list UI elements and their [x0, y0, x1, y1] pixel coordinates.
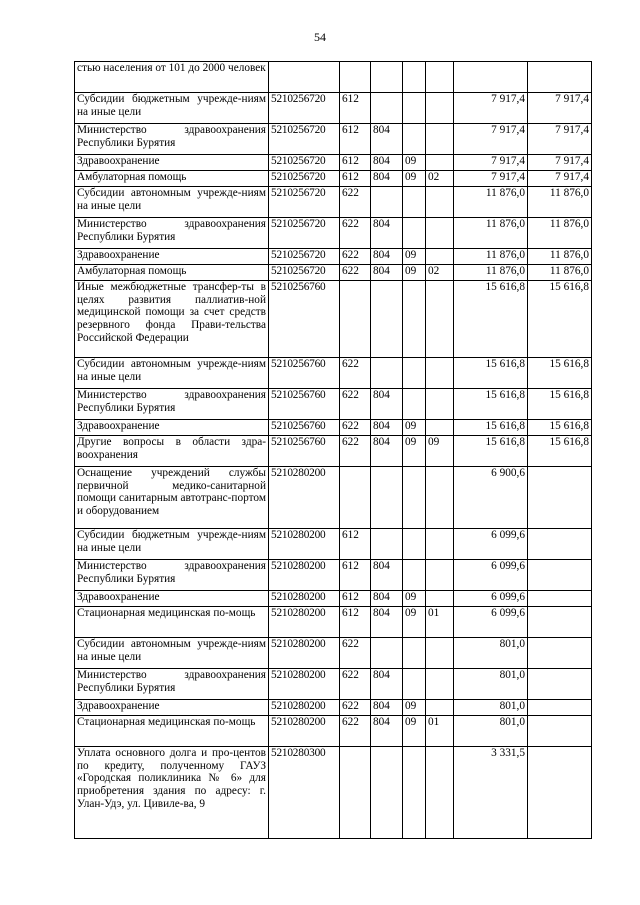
amount-year-1: 6 099,6	[454, 529, 528, 560]
section-code	[403, 638, 426, 669]
ministry-code: 804	[371, 171, 403, 187]
ministry-code: 804	[371, 607, 403, 638]
row-name: Другие вопросы в области здра-воохранения	[75, 436, 269, 467]
ministry-code	[371, 93, 403, 124]
section-code	[403, 467, 426, 529]
ministry-code: 804	[371, 265, 403, 281]
row-name: Субсидии автономным учрежде-ниям на иные цели	[75, 187, 269, 218]
ministry-code	[371, 187, 403, 218]
amount-year-2: 7 917,4	[528, 171, 592, 187]
subsection-code: 01	[426, 607, 454, 638]
subsection-code	[426, 249, 454, 265]
ministry-code	[371, 638, 403, 669]
section-code	[403, 218, 426, 249]
table-row	[75, 265, 592, 281]
amount-year-1: 801,0	[454, 638, 528, 669]
amount-year-2	[528, 467, 592, 529]
target-article-code: 5210256720	[269, 93, 340, 124]
subsection-code	[426, 529, 454, 560]
section-code	[403, 389, 426, 420]
table-row	[75, 420, 592, 436]
section-code: 09	[403, 420, 426, 436]
subsection-code	[426, 669, 454, 700]
amount-year-2	[528, 607, 592, 638]
target-article-code: 5210256760	[269, 358, 340, 389]
amount-year-2	[528, 638, 592, 669]
amount-year-2	[528, 560, 592, 591]
target-article-code: 5210256720	[269, 218, 340, 249]
section-code: 09	[403, 607, 426, 638]
subsection-code	[426, 591, 454, 607]
amount-year-2: 15 616,8	[528, 436, 592, 467]
amount-year-1: 15 616,8	[454, 436, 528, 467]
table-row	[75, 155, 592, 171]
row-name: Иные межбюджетные трансфер-ты в целях развития паллиатив-ной медицинской помощи за счет средств резервного фонда Прави-тельства Российской Федерации	[75, 281, 269, 358]
amount-year-2: 15 616,8	[528, 281, 592, 358]
section-code	[403, 281, 426, 358]
expense-type	[340, 281, 371, 358]
ministry-code	[371, 747, 403, 839]
ministry-code	[371, 358, 403, 389]
section-code	[403, 93, 426, 124]
table-row	[75, 171, 592, 187]
row-name: Стационарная медицинская по-мощь	[75, 607, 269, 638]
target-article-code: 5210256720	[269, 265, 340, 281]
table-row	[75, 467, 592, 529]
section-code: 09	[403, 716, 426, 747]
amount-year-2: 15 616,8	[528, 358, 592, 389]
row-name: Субсидии автономным учрежде-ниям на иные цели	[75, 638, 269, 669]
amount-year-2: 7 917,4	[528, 124, 592, 155]
subsection-code	[426, 560, 454, 591]
target-article-code: 5210280200	[269, 607, 340, 638]
subsection-code: 02	[426, 265, 454, 281]
table-row	[75, 187, 592, 218]
amount-year-1: 11 876,0	[454, 265, 528, 281]
table-row	[75, 638, 592, 669]
target-article-code: 5210256720	[269, 171, 340, 187]
target-article-code: 5210256720	[269, 187, 340, 218]
ministry-code: 804	[371, 124, 403, 155]
expense-type: 622	[340, 249, 371, 265]
section-code: 09	[403, 591, 426, 607]
amount-year-1: 7 917,4	[454, 171, 528, 187]
subsection-code: 01	[426, 716, 454, 747]
subsection-code	[426, 358, 454, 389]
amount-year-1: 11 876,0	[454, 218, 528, 249]
row-name: Амбулаторная помощь	[75, 171, 269, 187]
subsection-code	[426, 700, 454, 716]
table-row	[75, 747, 592, 839]
row-name: Здравоохранение	[75, 700, 269, 716]
ministry-code: 804	[371, 591, 403, 607]
target-article-code: 5210256760	[269, 420, 340, 436]
amount-year-1: 801,0	[454, 700, 528, 716]
ministry-code	[371, 467, 403, 529]
amount-year-2	[528, 669, 592, 700]
table-row	[75, 436, 592, 467]
amount-year-1: 15 616,8	[454, 389, 528, 420]
table-row	[75, 669, 592, 700]
ministry-code: 804	[371, 669, 403, 700]
section-code: 09	[403, 700, 426, 716]
section-code	[403, 358, 426, 389]
table-row	[75, 389, 592, 420]
row-name: Здравоохранение	[75, 249, 269, 265]
amount-year-1: 6 099,6	[454, 560, 528, 591]
subsection-code	[426, 218, 454, 249]
row-name: Министерство здравоохранения Республики Бурятия	[75, 669, 269, 700]
row-name: стью населения от 101 до 2000 человек	[75, 62, 269, 93]
amount-year-2: 11 876,0	[528, 249, 592, 265]
amount-year-1: 801,0	[454, 716, 528, 747]
ministry-code: 804	[371, 155, 403, 171]
amount-year-2	[528, 529, 592, 560]
amount-year-1: 7 917,4	[454, 155, 528, 171]
ministry-code: 804	[371, 436, 403, 467]
section-code	[403, 529, 426, 560]
ministry-code: 804	[371, 249, 403, 265]
expense-type: 612	[340, 155, 371, 171]
target-article-code: 5210256720	[269, 249, 340, 265]
ministry-code	[371, 62, 403, 93]
expense-type	[340, 747, 371, 839]
row-name: Субсидии бюджетным учрежде-ниям на иные цели	[75, 93, 269, 124]
expense-type: 622	[340, 420, 371, 436]
section-code	[403, 669, 426, 700]
amount-year-1: 6 099,6	[454, 607, 528, 638]
section-code: 09	[403, 155, 426, 171]
target-article-code: 5210256760	[269, 389, 340, 420]
amount-year-1: 11 876,0	[454, 249, 528, 265]
target-article-code: 5210280300	[269, 747, 340, 839]
row-name: Амбулаторная помощь	[75, 265, 269, 281]
expense-type: 622	[340, 187, 371, 218]
amount-year-2: 7 917,4	[528, 93, 592, 124]
amount-year-1: 7 917,4	[454, 93, 528, 124]
row-name: Министерство здравоохранения Республики Бурятия	[75, 560, 269, 591]
table-row	[75, 591, 592, 607]
target-article-code: 5210280200	[269, 669, 340, 700]
amount-year-1: 801,0	[454, 669, 528, 700]
section-code	[403, 747, 426, 839]
ministry-code: 804	[371, 389, 403, 420]
amount-year-2: 11 876,0	[528, 187, 592, 218]
row-name: Здравоохранение	[75, 591, 269, 607]
subsection-code	[426, 93, 454, 124]
expense-type: 622	[340, 669, 371, 700]
subsection-code	[426, 467, 454, 529]
row-name: Уплата основного долга и про-центов по кредиту, полученному ГАУЗ «Городская поликлиника № 6» для приобретения здания по адресу: г. Улан-Удэ, ул. Цивиле-ва, 9	[75, 747, 269, 839]
subsection-code	[426, 747, 454, 839]
amount-year-1: 11 876,0	[454, 187, 528, 218]
amount-year-2	[528, 62, 592, 93]
row-name: Субсидии автономным учрежде-ниям на иные цели	[75, 358, 269, 389]
expense-type: 622	[340, 218, 371, 249]
amount-year-2: 7 917,4	[528, 155, 592, 171]
section-code	[403, 62, 426, 93]
section-code: 09	[403, 249, 426, 265]
expense-type: 612	[340, 591, 371, 607]
amount-year-1: 15 616,8	[454, 358, 528, 389]
subsection-code: 02	[426, 171, 454, 187]
table-row	[75, 358, 592, 389]
expense-type: 612	[340, 93, 371, 124]
ministry-code: 804	[371, 700, 403, 716]
amount-year-1: 6 099,6	[454, 591, 528, 607]
ministry-code	[371, 281, 403, 358]
table-row	[75, 93, 592, 124]
table-row	[75, 281, 592, 358]
subsection-code	[426, 281, 454, 358]
target-article-code: 5210280200	[269, 529, 340, 560]
table-row	[75, 560, 592, 591]
expense-type: 622	[340, 358, 371, 389]
amount-year-2: 11 876,0	[528, 265, 592, 281]
expense-type: 622	[340, 700, 371, 716]
expense-type: 612	[340, 607, 371, 638]
row-name: Здравоохранение	[75, 155, 269, 171]
table-row	[75, 62, 592, 93]
section-code	[403, 124, 426, 155]
table-row	[75, 529, 592, 560]
subsection-code	[426, 124, 454, 155]
section-code: 09	[403, 171, 426, 187]
amount-year-2: 11 876,0	[528, 218, 592, 249]
expense-type: 612	[340, 529, 371, 560]
target-article-code: 5210280200	[269, 467, 340, 529]
subsection-code	[426, 187, 454, 218]
subsection-code	[426, 62, 454, 93]
row-name: Министерство здравоохранения Республики Бурятия	[75, 124, 269, 155]
table-body	[75, 62, 592, 839]
amount-year-1: 7 917,4	[454, 124, 528, 155]
table-row	[75, 716, 592, 747]
target-article-code: 5210256720	[269, 124, 340, 155]
target-article-code: 5210256760	[269, 436, 340, 467]
table-row	[75, 249, 592, 265]
ministry-code: 804	[371, 218, 403, 249]
expense-type: 622	[340, 389, 371, 420]
amount-year-1: 15 616,8	[454, 281, 528, 358]
section-code: 09	[403, 436, 426, 467]
row-name: Здравоохранение	[75, 420, 269, 436]
target-article-code: 5210280200	[269, 560, 340, 591]
amount-year-1: 3 331,5	[454, 747, 528, 839]
target-article-code: 5210280200	[269, 638, 340, 669]
subsection-code	[426, 155, 454, 171]
row-name: Министерство здравоохранения Республики Бурятия	[75, 389, 269, 420]
section-code	[403, 560, 426, 591]
expense-type: 612	[340, 171, 371, 187]
row-name: Стационарная медицинская по-мощь	[75, 716, 269, 747]
table-row	[75, 607, 592, 638]
row-name: Оснащение учреждений службы первичной медико-санитарной помощи санитарным автотранс-портом и оборудованием	[75, 467, 269, 529]
target-article-code: 5210256760	[269, 281, 340, 358]
ministry-code: 804	[371, 716, 403, 747]
expense-type: 622	[340, 716, 371, 747]
subsection-code	[426, 389, 454, 420]
table-row	[75, 700, 592, 716]
table-row	[75, 218, 592, 249]
subsection-code	[426, 638, 454, 669]
expense-type	[340, 467, 371, 529]
page-number: 54	[314, 30, 326, 44]
row-name: Субсидии бюджетным учрежде-ниям на иные цели	[75, 529, 269, 560]
amount-year-2	[528, 716, 592, 747]
amount-year-1: 6 900,6	[454, 467, 528, 529]
target-article-code: 5210256720	[269, 155, 340, 171]
expense-type: 612	[340, 124, 371, 155]
amount-year-1: 15 616,8	[454, 420, 528, 436]
ministry-code: 804	[371, 560, 403, 591]
amount-year-1	[454, 62, 528, 93]
amount-year-2: 15 616,8	[528, 420, 592, 436]
row-name: Министерство здравоохранения Республики Бурятия	[75, 218, 269, 249]
amount-year-2	[528, 591, 592, 607]
table-row	[75, 124, 592, 155]
section-code: 09	[403, 265, 426, 281]
amount-year-2	[528, 700, 592, 716]
expense-type: 622	[340, 436, 371, 467]
ministry-code: 804	[371, 420, 403, 436]
target-article-code: 5210280200	[269, 700, 340, 716]
ministry-code	[371, 529, 403, 560]
target-article-code	[269, 62, 340, 93]
expense-type: 622	[340, 265, 371, 281]
subsection-code	[426, 420, 454, 436]
amount-year-2	[528, 747, 592, 839]
target-article-code: 5210280200	[269, 716, 340, 747]
subsection-code: 09	[426, 436, 454, 467]
section-code	[403, 187, 426, 218]
expense-type	[340, 62, 371, 93]
budget-table	[74, 61, 592, 839]
expense-type: 622	[340, 638, 371, 669]
expense-type: 612	[340, 560, 371, 591]
amount-year-2: 15 616,8	[528, 389, 592, 420]
target-article-code: 5210280200	[269, 591, 340, 607]
